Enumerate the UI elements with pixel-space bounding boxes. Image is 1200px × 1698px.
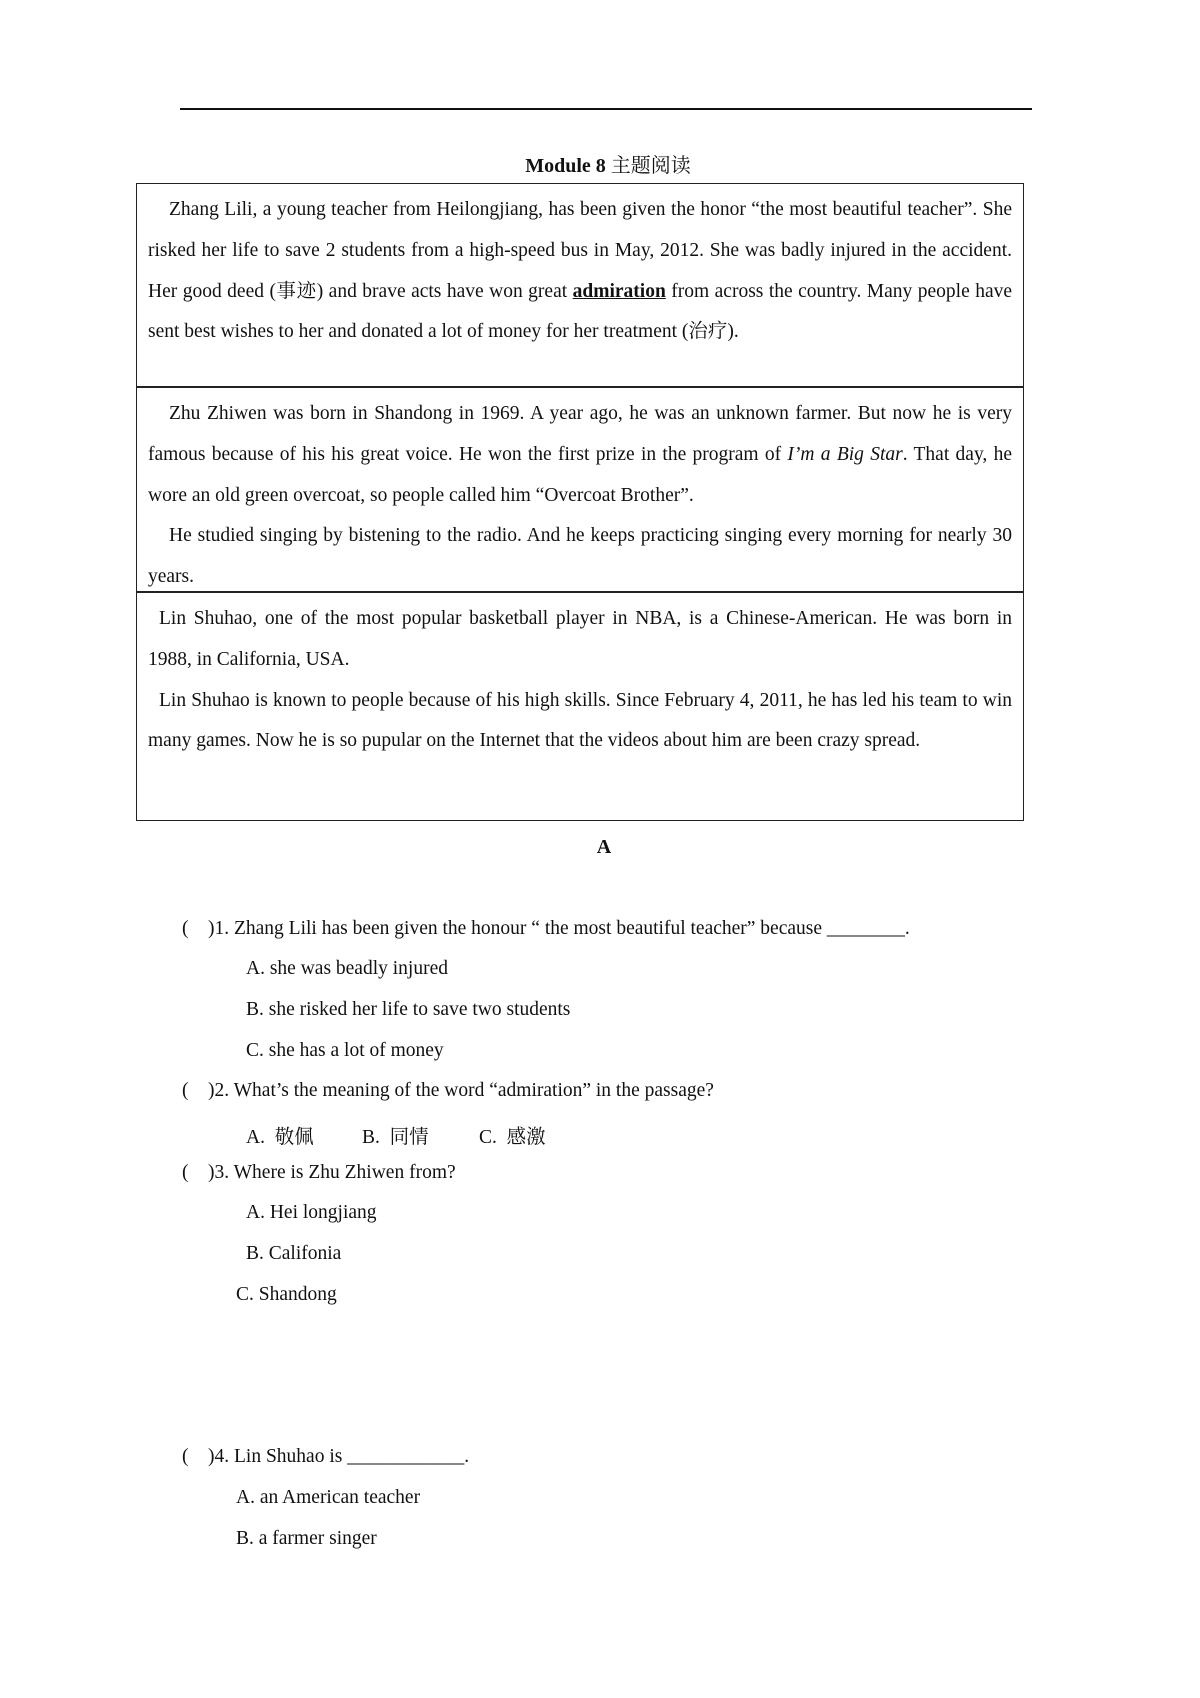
- passage-box-zhang-lili: [136, 183, 1024, 387]
- program-title: I’m a Big Star: [787, 443, 903, 465]
- passage-box-zhu-zhiwen: [136, 387, 1024, 592]
- option-2a: A. 敬佩: [246, 1127, 314, 1148]
- passage-text: Zhang Lili, a young teacher from Heilongjiang, has been given the honor “the most beautiful teacher”. She risked her life to save 2 students from a high-speed bus in May, 2012. She was badly injured in the accident. Her good deed (事迹) and brave acts have won great: [148, 199, 1012, 302]
- option-2c: C. 感激: [479, 1127, 546, 1148]
- passage-paragraph: Lin Shuhao is known to people because of his high skills. Since February 4, 2011, he has led his team to win many games. Now he is so pupular on the Internet that the videos about him are been crazy spread.: [148, 689, 1012, 752]
- option-3b: B. Califonia: [246, 1243, 342, 1264]
- passage-text: Zhu Zhiwen was born in Shandong in 1969. A year ago, he was an unknown farmer. But now he is very famous because of his his great voice. He won the first prize in the program of: [148, 403, 1012, 465]
- option-1c: C. she has a lot of money: [246, 1040, 444, 1061]
- header-rule: [180, 108, 1032, 110]
- question-3: ( )3. Where is Zhu Zhiwen from?: [182, 1162, 456, 1183]
- option-1b: B. she risked her life to save two students: [246, 999, 571, 1020]
- passage-text: from across the country. Many people have sent best wishes to her and donated a lot of money for her treatment (治疗).: [148, 280, 1013, 343]
- passage-paragraph: Lin Shuhao, one of the most popular basketball player in NBA, is a Chinese-American. He was born in 1988, in California, USA.: [148, 608, 1012, 670]
- page-title: [0, 149, 1200, 178]
- option-4a: A. an American teacher: [236, 1487, 421, 1508]
- passage-paragraph: [148, 394, 1012, 516]
- passage-paragraph: He studied singing by bistening to the radio. And he keeps practicing singing every morning for nearly 30 years.: [148, 525, 1012, 588]
- option-3c: C. Shandong: [236, 1284, 337, 1305]
- question-4: ( )4. Lin Shuhao is ____________.: [182, 1446, 470, 1467]
- passage-body: [148, 599, 1012, 762]
- keyword-admiration: admiration: [572, 280, 666, 302]
- passage-text: . That day, he wore an old green overcoat, so people called him “Overcoat Brother”.: [148, 443, 1013, 506]
- section-label: A: [596, 836, 612, 858]
- option-1a: A. she was beadly injured: [246, 958, 448, 979]
- title-topic: 主题阅读: [605, 155, 691, 177]
- passage-body: [148, 394, 1012, 598]
- question-1: ( )1. Zhang Lili has been given the honour “ the most beautiful teacher” because ________.: [182, 918, 910, 939]
- passage-box-lin-shuhao: [136, 592, 1024, 821]
- option-3a: A. Hei longjiang: [246, 1202, 377, 1223]
- title-module: Module 8: [525, 155, 606, 177]
- option-2b: B. 同情: [362, 1127, 429, 1148]
- question-2: ( )2. What’s the meaning of the word “admiration” in the passage?: [182, 1080, 714, 1101]
- option-4b: B. a farmer singer: [236, 1528, 377, 1549]
- passage-paragraph: [148, 190, 1012, 353]
